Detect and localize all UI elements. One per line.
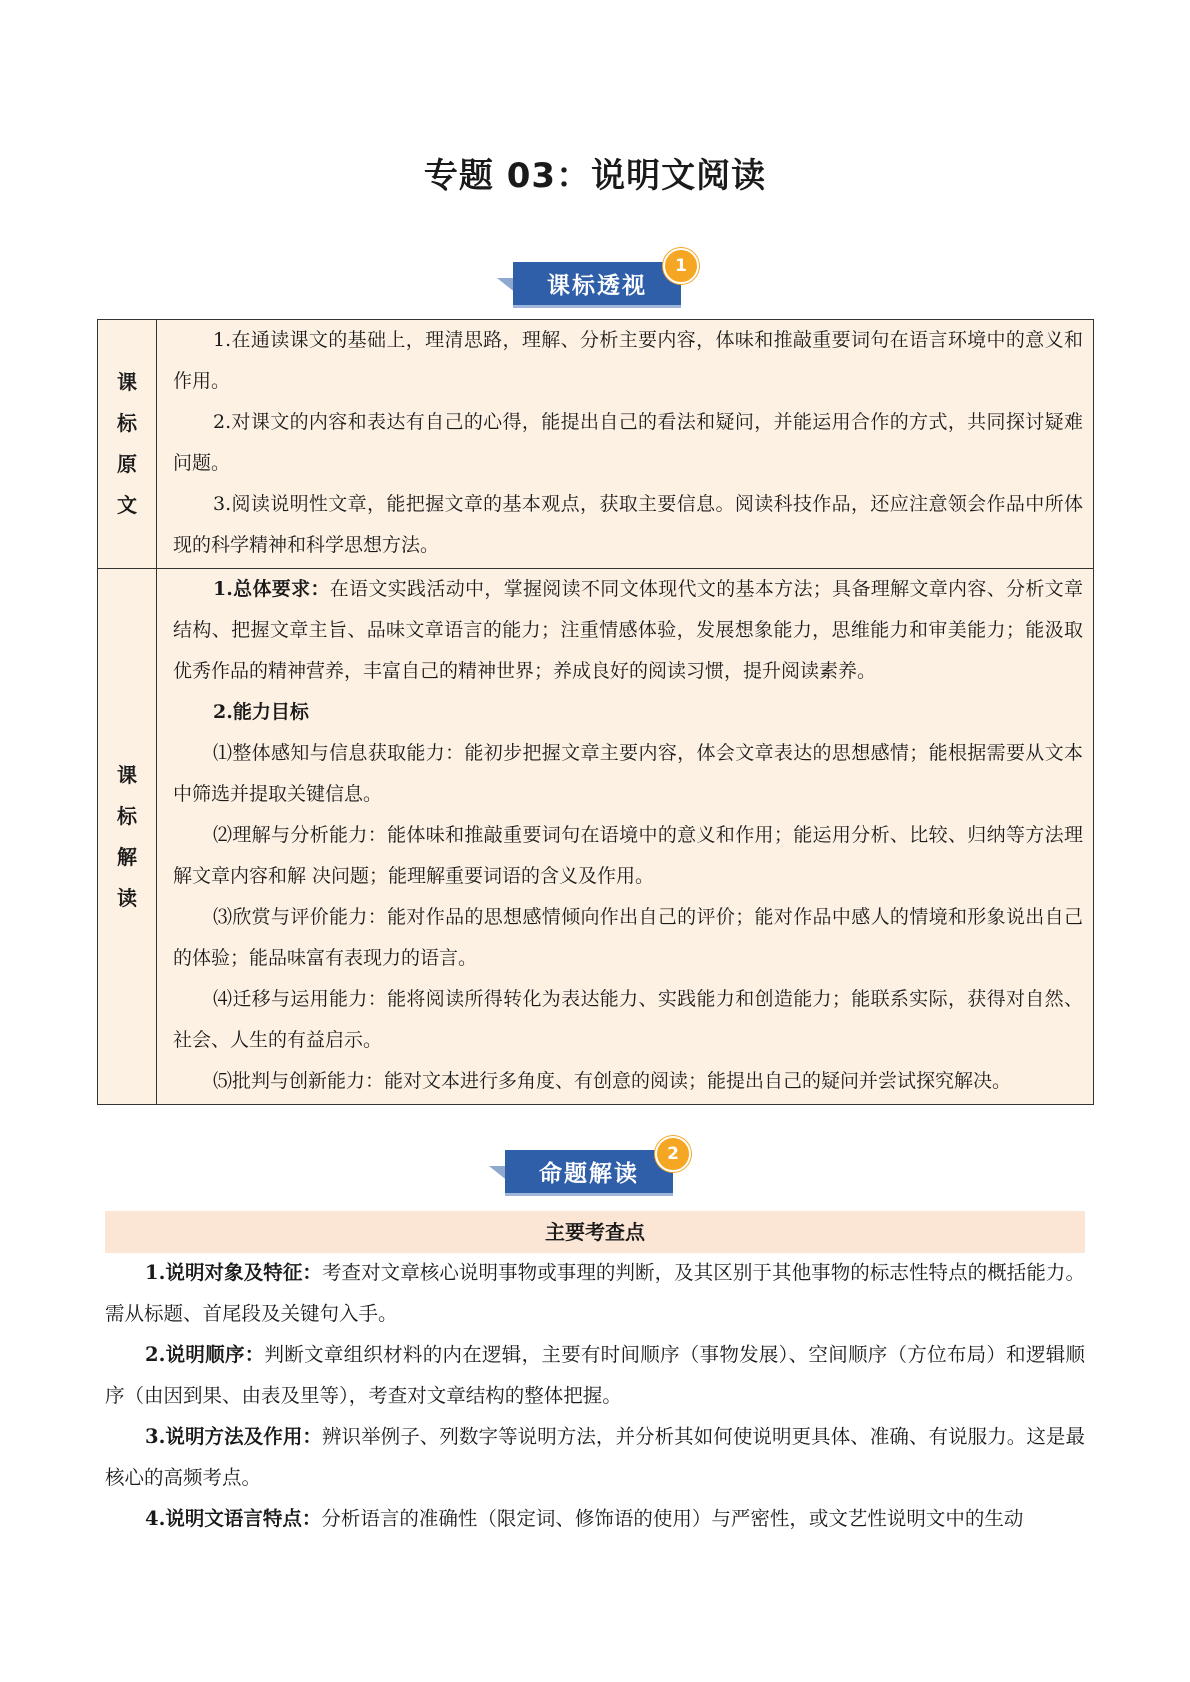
point-title: 4.说明文语言特点： bbox=[145, 1507, 322, 1530]
label-char: 文 bbox=[117, 493, 137, 517]
label-char: 读 bbox=[117, 885, 137, 910]
row-content bbox=[157, 569, 1094, 1105]
paragraph bbox=[173, 569, 1083, 692]
banner-label: 命题解读 bbox=[505, 1150, 673, 1196]
ability-item: ⑷迁移与运用能力：能将阅读所得转化为表达能力、实践能力和创造能力；能联系实际，获得对自然、社会、人生的有益启示。 bbox=[173, 988, 1083, 1051]
point-text: 辨识举例子、列数字等说明方法，并分析其如何使说明更具体、准确、有说服力。这是最核心的高频考点。 bbox=[105, 1425, 1085, 1489]
point-paragraph bbox=[105, 1498, 1085, 1539]
main-points-heading: 主要考查点 bbox=[105, 1211, 1085, 1253]
table-row bbox=[98, 320, 1094, 569]
point-text: 分析语言的准确性（限定词、修饰语的使用）与严密性，或文艺性说明文中的生动 bbox=[321, 1507, 1024, 1530]
point-paragraph bbox=[105, 1252, 1085, 1334]
section-banner-1 bbox=[497, 254, 697, 314]
bold-lead: 1.总体要求： bbox=[213, 578, 330, 600]
curriculum-table bbox=[97, 319, 1094, 1105]
table-row bbox=[98, 569, 1094, 1105]
row-content bbox=[157, 320, 1094, 569]
number-badge: 2 bbox=[655, 1136, 691, 1172]
paragraph: 2.对课文的内容和表达有自己的心得，能提出自己的看法和疑问，并能运用合作的方式，共同探讨疑难问题。 bbox=[173, 411, 1083, 474]
label-char: 原 bbox=[117, 452, 137, 476]
label-char: 标 bbox=[117, 411, 137, 435]
point-title: 2.说明顺序： bbox=[145, 1343, 265, 1366]
point-paragraph bbox=[105, 1416, 1085, 1498]
label-char: 课 bbox=[117, 370, 137, 394]
number-badge: 1 bbox=[663, 248, 699, 284]
section-banner-2 bbox=[489, 1142, 689, 1202]
paragraph: 1.在通读课文的基础上，理清思路，理解、分析主要内容，体味和推敲重要词句在语言环境中的意义和作用。 bbox=[173, 329, 1083, 392]
ability-item: ⑵理解与分析能力：能体味和推敲重要词句在语境中的意义和作用；能运用分析、比较、归纳等方法理解文章内容和解 决问题；能理解重要词语的含义及作用。 bbox=[173, 824, 1083, 887]
label-char: 课 bbox=[117, 762, 137, 787]
main-points-body bbox=[105, 1252, 1085, 1539]
point-text: 考查对文章核心说明事物或事理的判断，及其区别于其他事物的标志性特点的概括能力。需从标题、首尾段及关键句入手。 bbox=[105, 1261, 1085, 1325]
paragraph-text: 在语文实践活动中，掌握阅读不同文体现代文的基本方法；具备理解文章内容、分析文章结构、把握文章主旨、品味文章语言的能力；注重情感体验，发展想象能力，思维能力和审美能力；能汲取优秀作品的精神营养，丰富自己的精神世界；养成良好的阅读习惯，提升阅读素养。 bbox=[173, 578, 1083, 682]
ability-item: ⑴整体感知与信息获取能力：能初步把握文章主要内容，体会文章表达的思想感情；能根据需要从文本中筛选并提取关键信息。 bbox=[173, 742, 1083, 805]
point-title: 3.说明方法及作用： bbox=[145, 1425, 322, 1448]
banner-label: 课标透视 bbox=[513, 262, 681, 308]
ability-item: ⑶欣赏与评价能力：能对作品的思想感情倾向作出自己的评价；能对作品中感人的情境和形象说出自己的体验；能品味富有表现力的语言。 bbox=[173, 906, 1083, 969]
page-title: 专题 03：说明文阅读 bbox=[423, 156, 767, 196]
point-paragraph bbox=[105, 1334, 1085, 1416]
label-char: 解 bbox=[117, 844, 137, 869]
row-label bbox=[98, 320, 157, 569]
point-text: 判断文章组织材料的内在逻辑，主要有时间顺序（事物发展）、空间顺序（方位布局）和逻辑顺序（由因到果、由表及里等），考查对文章结构的整体把握。 bbox=[105, 1343, 1085, 1407]
paragraph: 3.阅读说明性文章，能把握文章的基本观点，获取主要信息。阅读科技作品，还应注意领会作品中所体现的科学精神和科学思想方法。 bbox=[173, 493, 1083, 556]
ability-item: ⑸批判与创新能力：能对文本进行多角度、有创意的阅读；能提出自己的疑问并尝试探究解决。 bbox=[213, 1070, 1012, 1092]
point-title: 1.说明对象及特征： bbox=[145, 1261, 322, 1284]
subheading: 2.能力目标 bbox=[213, 701, 309, 723]
row-label bbox=[98, 569, 157, 1105]
label-char: 标 bbox=[117, 803, 137, 828]
